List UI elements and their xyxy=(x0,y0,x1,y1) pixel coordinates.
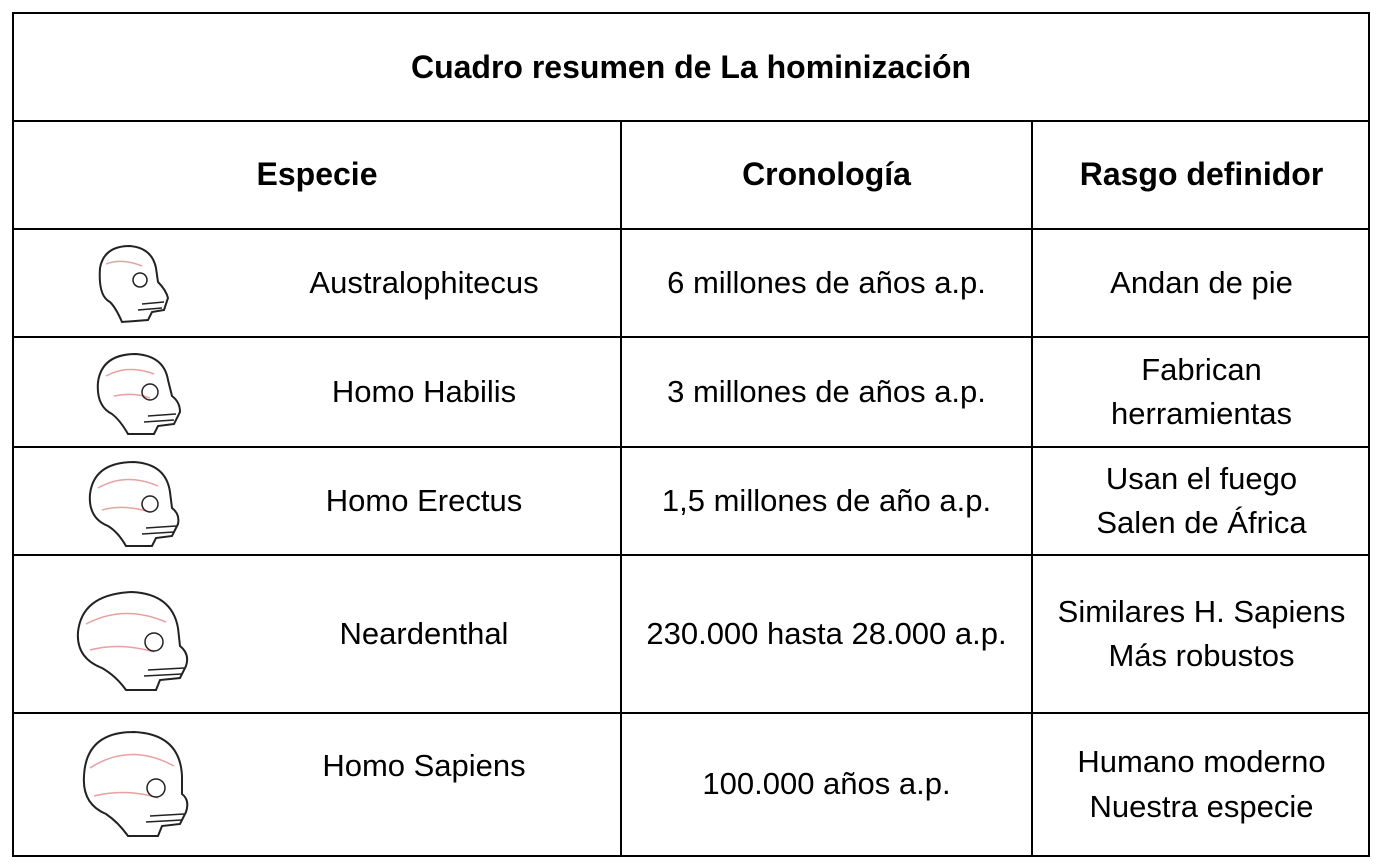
species-name: Homo Habilis xyxy=(331,373,517,409)
homo-habilis-skull-icon xyxy=(84,346,194,440)
species-cell xyxy=(14,338,622,446)
species-cell xyxy=(14,230,622,336)
neanderthal-skull-icon xyxy=(72,584,196,694)
hominization-table xyxy=(12,12,1370,857)
table-row xyxy=(14,714,1368,855)
trait-line: Más robustos xyxy=(1108,638,1295,673)
trait-cell xyxy=(1033,556,1370,712)
header-species: Especie xyxy=(14,122,622,228)
trait-line: Usan el fuego xyxy=(1105,460,1298,496)
chronology-cell: 6 millones de años a.p. xyxy=(622,230,1033,336)
trait-line: Similares H. Sapiens xyxy=(1057,593,1346,629)
chronology-cell: 3 millones de años a.p. xyxy=(622,338,1033,446)
species-name: Homo Erectus xyxy=(325,482,523,518)
table-row xyxy=(14,556,1368,714)
species-name: Neardenthal xyxy=(339,615,509,651)
chronology-cell: 230.000 hasta 28.000 a.p. xyxy=(622,556,1033,712)
trait-cell xyxy=(1033,338,1370,446)
species-name: Australophitecus xyxy=(309,264,539,300)
table-row xyxy=(14,338,1368,448)
trait-line: herramientas xyxy=(1111,396,1292,431)
trait-cell xyxy=(1033,714,1370,855)
trait-cell xyxy=(1033,448,1370,554)
table-row xyxy=(14,230,1368,338)
header-chronology: Cronología xyxy=(622,122,1033,228)
chronology-cell: 1,5 millones de año a.p. xyxy=(622,448,1033,554)
trait-line: Salen de África xyxy=(1096,505,1307,540)
trait-line: Humano moderno xyxy=(1077,744,1326,780)
australopithecus-skull-icon xyxy=(82,238,182,328)
homo-sapiens-skull-icon xyxy=(76,724,194,842)
trait-line: Andan de pie xyxy=(1110,264,1293,300)
table-title: Cuadro resumen de La hominización xyxy=(14,14,1368,122)
species-cell xyxy=(14,448,622,554)
species-cell xyxy=(14,556,622,712)
species-name: Homo Sapiens xyxy=(322,748,526,783)
header-trait: Rasgo definidor xyxy=(1079,156,1324,193)
table-row xyxy=(14,448,1368,556)
species-cell xyxy=(14,714,622,855)
chronology-cell: 100.000 años a.p. xyxy=(622,714,1033,855)
trait-line: Nuestra especie xyxy=(1089,788,1314,824)
homo-erectus-skull-icon xyxy=(80,454,190,550)
header-row xyxy=(14,122,1368,230)
trait-cell xyxy=(1033,230,1370,336)
trait-line: Fabrican xyxy=(1141,351,1262,387)
